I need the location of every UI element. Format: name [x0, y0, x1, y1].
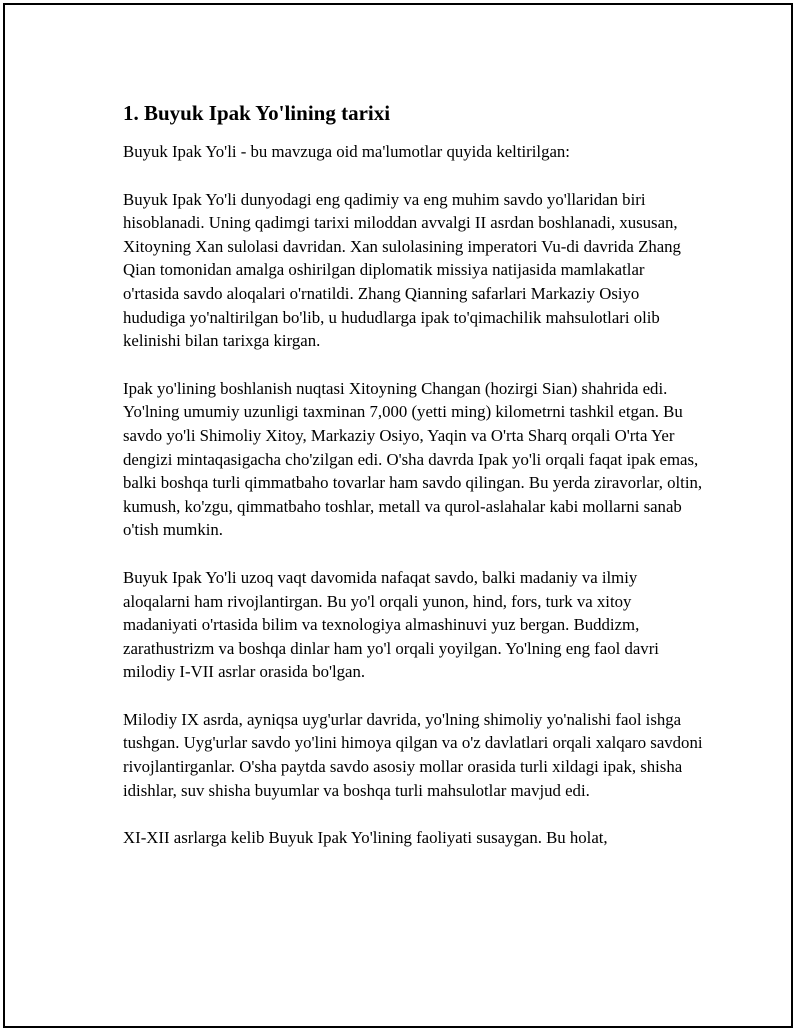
document-title: 1. Buyuk Ipak Yo'lining tarixi [123, 101, 391, 125]
paragraph-culture: Buyuk Ipak Yo'li uzoq vaqt davomida nafaqat savdo, balki madaniy va ilmiy aloqalarni ham rivojlantirgan. Bu yo'l orqali yunon, hind, fors, turk va xitoy madaniyati o'rtasida bilim va texnologiya almashinuvi yuz bergan. Buddizm, zarathustrizm va boshqa dinlar ham yo'l orqali yoyilgan. Yo'lning eng faol davri milodiy I-VII asrlar orasida bo'lgan. [123, 567, 659, 682]
paragraph-decline: XI-XII asrlarga kelib Buyuk Ipak Yo'lining faoliyati susaygan. Bu holat, [123, 828, 608, 848]
page-frame [3, 3, 793, 1028]
paragraph-uyghurs: Milodiy IX asrda, ayniqsa uyg'urlar davrida, yo'lning shimoliy yo'nalishi faol ishga tushgan. Uyg'urlar savdo yo'lini himoya qilgan va o'z davlatlari orqali xalqaro savdoni rivojlantirganlar. O'sha paytda savdo asosiy mollar orasida turli xildagi ipak, shisha idishlar, suv shisha buyumlar va boshqa turli mahsulotlar mavjud edi. [123, 709, 703, 800]
paragraph-route: Ipak yo'lining boshlanish nuqtasi Xitoyning Changan (hozirgi Sian) shahrida edi. Yo'lning umumiy uzunligi taxminan 7,000 (yetti ming) kilometrni tashkil etgan. Bu savdo yo'li Shimoliy Xitoy, Markaziy Osiyo, Yaqin va O'rta Sharq orqali O'rta Yer dengizi mintaqasigacha cho'zilgan edi. O'sha davrda Ipak yo'li orqali faqat ipak emas, balki boshqa turli qimmatbaho tovarlar ham savdo qilingan. Bu yerda ziravorlar, oltin, kumush, ko'zgu, qimmatbaho toshlar, metall va qurol-aslahalar kabi mollarni sanab o'tish mumkin. [123, 378, 703, 540]
intro-paragraph: Buyuk Ipak Yo'li - bu mavzuga oid ma'lumotlar quyida keltirilgan: [123, 142, 570, 161]
document-body [123, 100, 703, 874]
paragraph-origins: Buyuk Ipak Yo'li dunyodagi eng qadimiy va eng muhim savdo yo'llaridan biri hisoblanadi. Uning qadimgi tarixi miloddan avvalgi II asrdan boshlanadi, xususan, Xitoyning Xan sulolasi davridan. Xan sulolasining imperatori Vu-di davrida Zhang Qian tomonidan amalga oshirilgan diplomatik missiya natijasida mamlakatlar o'rtasida savdo aloqalari o'rnatildi. Zhang Qianning safarlari Markaziy Osiyo hududiga yo'naltirilgan bo'lib, u hududlarga ipak to'qimachilik mahsulotlari olib kelinishi bilan tarixga kirgan. [123, 189, 681, 351]
